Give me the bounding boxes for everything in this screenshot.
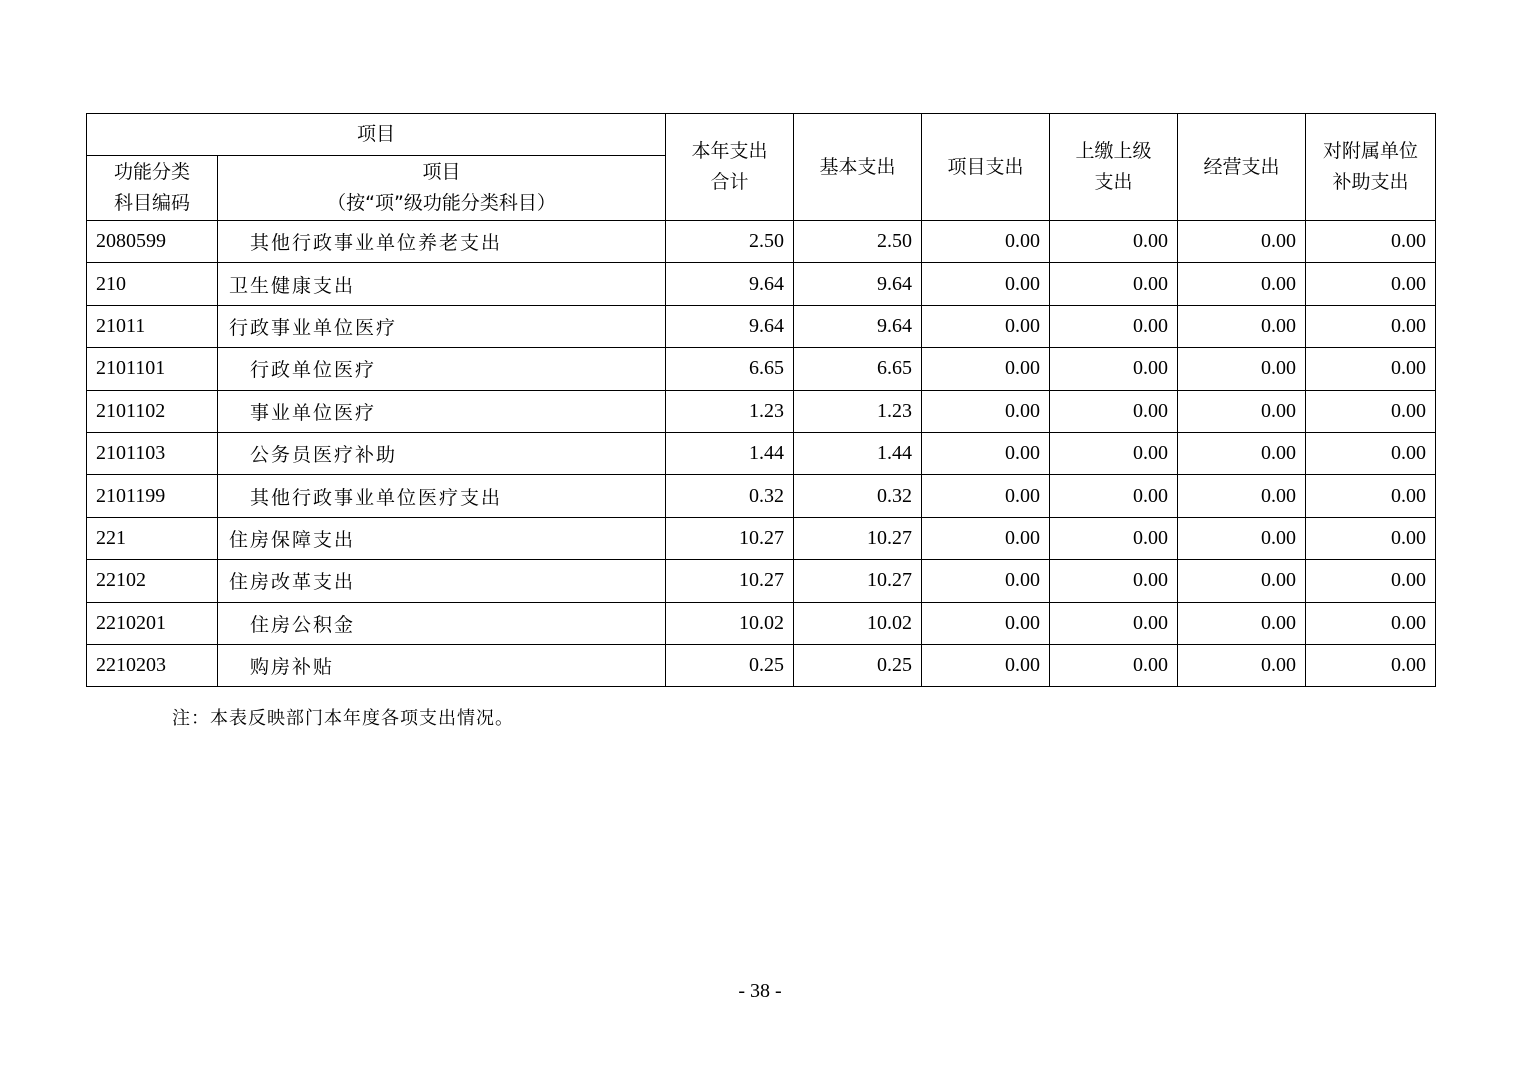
row-project-expense: 0.00 [922,644,1050,686]
row-remit-superior: 0.00 [1050,560,1178,602]
row-subsidiary-subsidy: 0.00 [1306,305,1436,347]
row-code: 2210201 [87,602,218,644]
row-subsidiary-subsidy: 0.00 [1306,432,1436,474]
row-operating-expense: 0.00 [1178,475,1306,517]
row-code: 2210203 [87,644,218,686]
header-item-group: 项目 [87,114,666,156]
row-basic-expense: 9.64 [794,305,922,347]
row-name: 行政事业单位医疗 [218,305,666,347]
row-subsidiary-subsidy: 0.00 [1306,348,1436,390]
header-operating-expense-label: 经营支出 [1203,155,1280,178]
row-basic-expense: 2.50 [794,221,922,263]
row-code: 22102 [87,560,218,602]
expense-table [86,113,1436,687]
row-operating-expense: 0.00 [1178,221,1306,263]
header-total-expense [666,114,794,221]
row-total-expense: 9.64 [666,305,794,347]
row-basic-expense: 10.27 [794,517,922,559]
row-subsidiary-subsidy: 0.00 [1306,263,1436,305]
row-project-expense: 0.00 [922,475,1050,517]
row-total-expense: 0.32 [666,475,794,517]
row-code: 2101102 [87,390,218,432]
table-row [87,602,1436,644]
row-operating-expense: 0.00 [1178,602,1306,644]
header-project-expense-label: 项目支出 [947,155,1024,178]
row-operating-expense: 0.00 [1178,263,1306,305]
table-row [87,305,1436,347]
row-basic-expense: 0.32 [794,475,922,517]
table-body [87,221,1436,687]
row-basic-expense: 9.64 [794,263,922,305]
row-project-expense: 0.00 [922,432,1050,474]
header-remit-superior-label: 上缴上级 支出 [1075,140,1152,193]
row-remit-superior: 0.00 [1050,221,1178,263]
row-project-expense: 0.00 [922,517,1050,559]
table-row [87,432,1436,474]
header-code [87,156,218,221]
table-row [87,560,1436,602]
row-total-expense: 1.23 [666,390,794,432]
row-basic-expense: 1.23 [794,390,922,432]
row-remit-superior: 0.00 [1050,517,1178,559]
row-name: 住房保障支出 [218,517,666,559]
row-name: 卫生健康支出 [218,263,666,305]
table-note: 注：本表反映部门本年度各项支出情况。 [172,708,514,729]
table-row [87,475,1436,517]
row-remit-superior: 0.00 [1050,432,1178,474]
row-remit-superior: 0.00 [1050,475,1178,517]
row-basic-expense: 6.65 [794,348,922,390]
row-basic-expense: 0.25 [794,644,922,686]
row-total-expense: 2.50 [666,221,794,263]
table-row [87,390,1436,432]
header-subsidiary-subsidy [1306,114,1436,221]
header-operating-expense [1178,114,1306,221]
row-total-expense: 10.02 [666,602,794,644]
row-name: 其他行政事业单位养老支出 [218,221,666,263]
row-operating-expense: 0.00 [1178,390,1306,432]
header-total-expense-label: 本年支出 合计 [691,140,768,193]
row-name: 行政单位医疗 [218,348,666,390]
row-name: 其他行政事业单位医疗支出 [218,475,666,517]
row-basic-expense: 10.27 [794,560,922,602]
row-operating-expense: 0.00 [1178,432,1306,474]
row-remit-superior: 0.00 [1050,390,1178,432]
row-project-expense: 0.00 [922,602,1050,644]
row-basic-expense: 1.44 [794,432,922,474]
header-subsidiary-subsidy-label: 对附属单位 补助支出 [1323,140,1419,193]
row-total-expense: 10.27 [666,560,794,602]
header-basic-expense-label: 基本支出 [819,155,896,178]
header-code-label: 功能分类 科目编码 [113,161,190,214]
row-name: 购房补贴 [218,644,666,686]
row-total-expense: 1.44 [666,432,794,474]
header-name [218,156,666,221]
row-subsidiary-subsidy: 0.00 [1306,517,1436,559]
row-total-expense: 6.65 [666,348,794,390]
row-project-expense: 0.00 [922,560,1050,602]
row-total-expense: 9.64 [666,263,794,305]
row-subsidiary-subsidy: 0.00 [1306,602,1436,644]
row-code: 2080599 [87,221,218,263]
row-name: 公务员医疗补助 [218,432,666,474]
header-remit-superior [1050,114,1178,221]
row-subsidiary-subsidy: 0.00 [1306,221,1436,263]
table-row [87,644,1436,686]
page-number: - 38 - [738,980,782,1002]
row-name: 住房公积金 [218,602,666,644]
row-operating-expense: 0.00 [1178,305,1306,347]
row-project-expense: 0.00 [922,305,1050,347]
row-remit-superior: 0.00 [1050,644,1178,686]
row-project-expense: 0.00 [922,348,1050,390]
row-basic-expense: 10.02 [794,602,922,644]
header-row-1 [87,114,1436,156]
header-project-expense [922,114,1050,221]
row-code: 21011 [87,305,218,347]
row-total-expense: 0.25 [666,644,794,686]
row-operating-expense: 0.00 [1178,348,1306,390]
row-name: 事业单位医疗 [218,390,666,432]
table-row [87,221,1436,263]
row-code: 2101101 [87,348,218,390]
row-remit-superior: 0.00 [1050,305,1178,347]
table-row [87,263,1436,305]
header-name-label: 项目 （按“项”级功能分类科目） [327,161,556,214]
header-basic-expense [794,114,922,221]
row-subsidiary-subsidy: 0.00 [1306,560,1436,602]
row-subsidiary-subsidy: 0.00 [1306,475,1436,517]
row-operating-expense: 0.00 [1178,517,1306,559]
row-subsidiary-subsidy: 0.00 [1306,644,1436,686]
row-remit-superior: 0.00 [1050,602,1178,644]
row-project-expense: 0.00 [922,263,1050,305]
row-project-expense: 0.00 [922,390,1050,432]
row-total-expense: 10.27 [666,517,794,559]
expense-table-container [86,113,1435,687]
row-project-expense: 0.00 [922,221,1050,263]
row-code: 2101199 [87,475,218,517]
row-code: 221 [87,517,218,559]
row-remit-superior: 0.00 [1050,348,1178,390]
table-row [87,348,1436,390]
row-operating-expense: 0.00 [1178,644,1306,686]
row-code: 2101103 [87,432,218,474]
row-code: 210 [87,263,218,305]
row-remit-superior: 0.00 [1050,263,1178,305]
row-subsidiary-subsidy: 0.00 [1306,390,1436,432]
row-name: 住房改革支出 [218,560,666,602]
table-row [87,517,1436,559]
row-operating-expense: 0.00 [1178,560,1306,602]
